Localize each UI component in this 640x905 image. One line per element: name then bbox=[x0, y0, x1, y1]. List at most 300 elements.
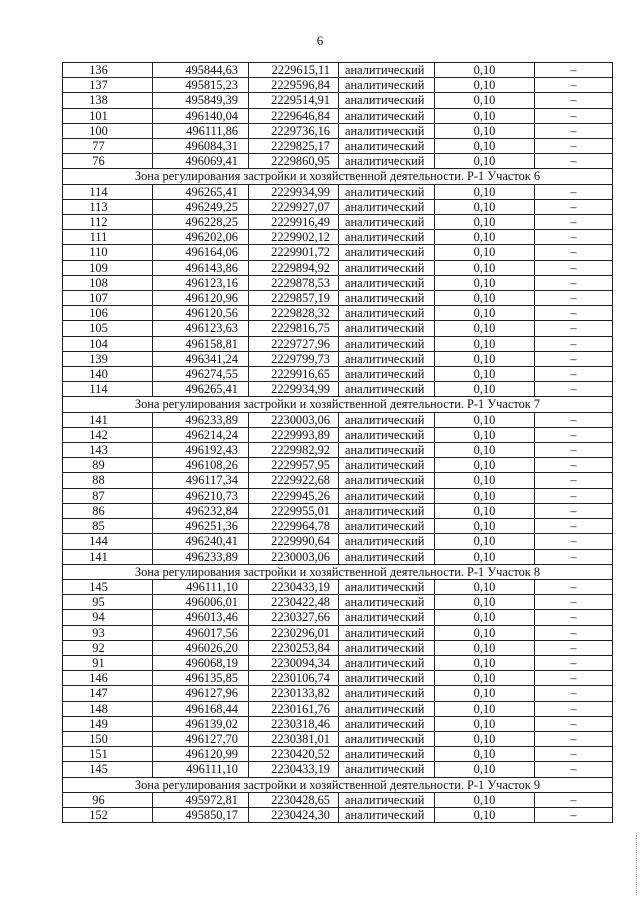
accuracy-cell: 0,10 bbox=[435, 199, 535, 214]
x-coordinate-cell: 496111,10 bbox=[153, 579, 249, 594]
scan-margin-mark bbox=[636, 835, 639, 895]
y-coordinate-cell: 2230433,19 bbox=[249, 762, 339, 777]
method-cell: аналитический bbox=[339, 154, 435, 169]
accuracy-cell: 0,10 bbox=[435, 123, 535, 138]
accuracy-cell: 0,10 bbox=[435, 230, 535, 245]
note-cell: – bbox=[535, 671, 613, 686]
table-row bbox=[63, 412, 613, 427]
point-number-cell: 147 bbox=[63, 686, 153, 701]
y-coordinate-cell: 2229957,95 bbox=[249, 458, 339, 473]
method-cell: аналитический bbox=[339, 245, 435, 260]
y-coordinate-cell: 2230253,84 bbox=[249, 640, 339, 655]
point-number-cell: 91 bbox=[63, 655, 153, 670]
y-coordinate-cell: 2229964,78 bbox=[249, 519, 339, 534]
table-row bbox=[63, 215, 613, 230]
accuracy-cell: 0,10 bbox=[435, 139, 535, 154]
y-coordinate-cell: 2229799,73 bbox=[249, 351, 339, 366]
point-number-cell: 141 bbox=[63, 549, 153, 564]
y-coordinate-cell: 2230422,48 bbox=[249, 595, 339, 610]
y-coordinate-cell: 2230094,34 bbox=[249, 655, 339, 670]
point-number-cell: 92 bbox=[63, 640, 153, 655]
accuracy-cell: 0,10 bbox=[435, 184, 535, 199]
y-coordinate-cell: 2229990,64 bbox=[249, 534, 339, 549]
point-number-cell: 136 bbox=[63, 63, 153, 78]
table-row bbox=[63, 139, 613, 154]
point-number-cell: 101 bbox=[63, 108, 153, 123]
x-coordinate-cell: 495815,23 bbox=[153, 78, 249, 93]
x-coordinate-cell: 496168,44 bbox=[153, 701, 249, 716]
note-cell: – bbox=[535, 534, 613, 549]
y-coordinate-cell: 2229894,92 bbox=[249, 260, 339, 275]
note-cell: – bbox=[535, 215, 613, 230]
note-cell: – bbox=[535, 519, 613, 534]
section-header-row bbox=[63, 564, 613, 579]
x-coordinate-cell: 496274,55 bbox=[153, 367, 249, 382]
method-cell: аналитический bbox=[339, 123, 435, 138]
method-cell: аналитический bbox=[339, 579, 435, 594]
y-coordinate-cell: 2229916,49 bbox=[249, 215, 339, 230]
point-number-cell: 85 bbox=[63, 519, 153, 534]
accuracy-cell: 0,10 bbox=[435, 215, 535, 230]
point-number-cell: 88 bbox=[63, 473, 153, 488]
accuracy-cell: 0,10 bbox=[435, 443, 535, 458]
method-cell: аналитический bbox=[339, 610, 435, 625]
table-row bbox=[63, 245, 613, 260]
note-cell: – bbox=[535, 108, 613, 123]
point-number-cell: 148 bbox=[63, 701, 153, 716]
section-title: Зона регулирования застройки и хозяйственной деятельности. Р-1 Участок 9 bbox=[63, 777, 613, 792]
table-row bbox=[63, 199, 613, 214]
y-coordinate-cell: 2229727,96 bbox=[249, 336, 339, 351]
y-coordinate-cell: 2229955,01 bbox=[249, 503, 339, 518]
x-coordinate-cell: 496084,31 bbox=[153, 139, 249, 154]
table-row bbox=[63, 367, 613, 382]
page-number: 6 bbox=[316, 33, 324, 48]
y-coordinate-cell: 2229825,17 bbox=[249, 139, 339, 154]
note-cell: – bbox=[535, 427, 613, 442]
y-coordinate-cell: 2230318,46 bbox=[249, 716, 339, 731]
section-header-row bbox=[63, 169, 613, 184]
note-cell: – bbox=[535, 625, 613, 640]
note-cell: – bbox=[535, 367, 613, 382]
y-coordinate-cell: 2230424,30 bbox=[249, 807, 339, 822]
table-row bbox=[63, 519, 613, 534]
method-cell: аналитический bbox=[339, 731, 435, 746]
method-cell: аналитический bbox=[339, 215, 435, 230]
point-number-cell: 149 bbox=[63, 716, 153, 731]
point-number-cell: 108 bbox=[63, 275, 153, 290]
y-coordinate-cell: 2229945,26 bbox=[249, 488, 339, 503]
point-number-cell: 105 bbox=[63, 321, 153, 336]
accuracy-cell: 0,10 bbox=[435, 579, 535, 594]
accuracy-cell: 0,10 bbox=[435, 792, 535, 807]
accuracy-cell: 0,10 bbox=[435, 747, 535, 762]
method-cell: аналитический bbox=[339, 184, 435, 199]
point-number-cell: 145 bbox=[63, 579, 153, 594]
point-number-cell: 114 bbox=[63, 382, 153, 397]
x-coordinate-cell: 496139,02 bbox=[153, 716, 249, 731]
note-cell: – bbox=[535, 595, 613, 610]
point-number-cell: 110 bbox=[63, 245, 153, 260]
accuracy-cell: 0,10 bbox=[435, 473, 535, 488]
note-cell: – bbox=[535, 78, 613, 93]
note-cell: – bbox=[535, 807, 613, 822]
note-cell: – bbox=[535, 245, 613, 260]
table-row bbox=[63, 579, 613, 594]
table-row bbox=[63, 473, 613, 488]
note-cell: – bbox=[535, 291, 613, 306]
y-coordinate-cell: 2229916,65 bbox=[249, 367, 339, 382]
accuracy-cell: 0,10 bbox=[435, 108, 535, 123]
x-coordinate-cell: 496202,06 bbox=[153, 230, 249, 245]
x-coordinate-cell: 496341,24 bbox=[153, 351, 249, 366]
note-cell: – bbox=[535, 139, 613, 154]
method-cell: аналитический bbox=[339, 382, 435, 397]
section-title: Зона регулирования застройки и хозяйственной деятельности. Р-1 Участок 8 bbox=[63, 564, 613, 579]
y-coordinate-cell: 2229816,75 bbox=[249, 321, 339, 336]
x-coordinate-cell: 496068,19 bbox=[153, 655, 249, 670]
method-cell: аналитический bbox=[339, 503, 435, 518]
table-row bbox=[63, 503, 613, 518]
accuracy-cell: 0,10 bbox=[435, 351, 535, 366]
accuracy-cell: 0,10 bbox=[435, 78, 535, 93]
y-coordinate-cell: 2229927,07 bbox=[249, 199, 339, 214]
table-row bbox=[63, 747, 613, 762]
table-row bbox=[63, 534, 613, 549]
table-row bbox=[63, 321, 613, 336]
x-coordinate-cell: 496265,41 bbox=[153, 382, 249, 397]
accuracy-cell: 0,10 bbox=[435, 549, 535, 564]
table-row bbox=[63, 488, 613, 503]
point-number-cell: 93 bbox=[63, 625, 153, 640]
accuracy-cell: 0,10 bbox=[435, 503, 535, 518]
method-cell: аналитический bbox=[339, 549, 435, 564]
method-cell: аналитический bbox=[339, 655, 435, 670]
x-coordinate-cell: 496123,63 bbox=[153, 321, 249, 336]
point-number-cell: 96 bbox=[63, 792, 153, 807]
table-row bbox=[63, 260, 613, 275]
y-coordinate-cell: 2230003,06 bbox=[249, 549, 339, 564]
point-number-cell: 150 bbox=[63, 731, 153, 746]
y-coordinate-cell: 2230133,82 bbox=[249, 686, 339, 701]
x-coordinate-cell: 496120,99 bbox=[153, 747, 249, 762]
table-row bbox=[63, 154, 613, 169]
point-number-cell: 94 bbox=[63, 610, 153, 625]
point-number-cell: 146 bbox=[63, 671, 153, 686]
note-cell: – bbox=[535, 610, 613, 625]
point-number-cell: 140 bbox=[63, 367, 153, 382]
method-cell: аналитический bbox=[339, 519, 435, 534]
x-coordinate-cell: 495972,81 bbox=[153, 792, 249, 807]
table-row bbox=[63, 655, 613, 670]
y-coordinate-cell: 2230433,19 bbox=[249, 579, 339, 594]
note-cell: – bbox=[535, 306, 613, 321]
note-cell: – bbox=[535, 275, 613, 290]
note-cell: – bbox=[535, 473, 613, 488]
method-cell: аналитический bbox=[339, 336, 435, 351]
x-coordinate-cell: 496240,41 bbox=[153, 534, 249, 549]
method-cell: аналитический bbox=[339, 260, 435, 275]
x-coordinate-cell: 496006,01 bbox=[153, 595, 249, 610]
method-cell: аналитический bbox=[339, 321, 435, 336]
table-row bbox=[63, 610, 613, 625]
x-coordinate-cell: 496017,56 bbox=[153, 625, 249, 640]
x-coordinate-cell: 496127,70 bbox=[153, 731, 249, 746]
point-number-cell: 76 bbox=[63, 154, 153, 169]
accuracy-cell: 0,10 bbox=[435, 412, 535, 427]
note-cell: – bbox=[535, 701, 613, 716]
accuracy-cell: 0,10 bbox=[435, 807, 535, 822]
y-coordinate-cell: 2229596,84 bbox=[249, 78, 339, 93]
table-row bbox=[63, 549, 613, 564]
table-row bbox=[63, 93, 613, 108]
y-coordinate-cell: 2230428,65 bbox=[249, 792, 339, 807]
accuracy-cell: 0,10 bbox=[435, 306, 535, 321]
y-coordinate-cell: 2229982,92 bbox=[249, 443, 339, 458]
table-row bbox=[63, 595, 613, 610]
accuracy-cell: 0,10 bbox=[435, 595, 535, 610]
point-number-cell: 138 bbox=[63, 93, 153, 108]
accuracy-cell: 0,10 bbox=[435, 63, 535, 78]
x-coordinate-cell: 496214,24 bbox=[153, 427, 249, 442]
note-cell: – bbox=[535, 716, 613, 731]
note-cell: – bbox=[535, 655, 613, 670]
method-cell: аналитический bbox=[339, 230, 435, 245]
table-row bbox=[63, 716, 613, 731]
accuracy-cell: 0,10 bbox=[435, 686, 535, 701]
method-cell: аналитический bbox=[339, 108, 435, 123]
y-coordinate-cell: 2229902,12 bbox=[249, 230, 339, 245]
point-number-cell: 95 bbox=[63, 595, 153, 610]
y-coordinate-cell: 2230296,01 bbox=[249, 625, 339, 640]
section-title: Зона регулирования застройки и хозяйственной деятельности. Р-1 Участок 7 bbox=[63, 397, 613, 412]
point-number-cell: 113 bbox=[63, 199, 153, 214]
x-coordinate-cell: 496117,34 bbox=[153, 473, 249, 488]
y-coordinate-cell: 2230161,76 bbox=[249, 701, 339, 716]
note-cell: – bbox=[535, 549, 613, 564]
x-coordinate-cell: 496228,25 bbox=[153, 215, 249, 230]
method-cell: аналитический bbox=[339, 458, 435, 473]
x-coordinate-cell: 496013,46 bbox=[153, 610, 249, 625]
method-cell: аналитический bbox=[339, 625, 435, 640]
table-row bbox=[63, 640, 613, 655]
note-cell: – bbox=[535, 351, 613, 366]
table-row bbox=[63, 382, 613, 397]
accuracy-cell: 0,10 bbox=[435, 640, 535, 655]
method-cell: аналитический bbox=[339, 351, 435, 366]
point-number-cell: 86 bbox=[63, 503, 153, 518]
x-coordinate-cell: 496210,73 bbox=[153, 488, 249, 503]
note-cell: – bbox=[535, 230, 613, 245]
x-coordinate-cell: 495849,39 bbox=[153, 93, 249, 108]
coordinates-table bbox=[62, 62, 613, 823]
point-number-cell: 87 bbox=[63, 488, 153, 503]
accuracy-cell: 0,10 bbox=[435, 701, 535, 716]
table-row bbox=[63, 184, 613, 199]
note-cell: – bbox=[535, 686, 613, 701]
accuracy-cell: 0,10 bbox=[435, 291, 535, 306]
method-cell: аналитический bbox=[339, 762, 435, 777]
accuracy-cell: 0,10 bbox=[435, 321, 535, 336]
accuracy-cell: 0,10 bbox=[435, 762, 535, 777]
y-coordinate-cell: 2229934,99 bbox=[249, 382, 339, 397]
table-row bbox=[63, 123, 613, 138]
note-cell: – bbox=[535, 382, 613, 397]
accuracy-cell: 0,10 bbox=[435, 625, 535, 640]
accuracy-cell: 0,10 bbox=[435, 655, 535, 670]
point-number-cell: 142 bbox=[63, 427, 153, 442]
accuracy-cell: 0,10 bbox=[435, 154, 535, 169]
note-cell: – bbox=[535, 443, 613, 458]
table-row bbox=[63, 108, 613, 123]
y-coordinate-cell: 2230381,01 bbox=[249, 731, 339, 746]
point-number-cell: 141 bbox=[63, 412, 153, 427]
accuracy-cell: 0,10 bbox=[435, 382, 535, 397]
accuracy-cell: 0,10 bbox=[435, 731, 535, 746]
point-number-cell: 111 bbox=[63, 230, 153, 245]
note-cell: – bbox=[535, 579, 613, 594]
method-cell: аналитический bbox=[339, 275, 435, 290]
table-row bbox=[63, 78, 613, 93]
note-cell: – bbox=[535, 123, 613, 138]
table-row bbox=[63, 351, 613, 366]
method-cell: аналитический bbox=[339, 291, 435, 306]
accuracy-cell: 0,10 bbox=[435, 488, 535, 503]
point-number-cell: 107 bbox=[63, 291, 153, 306]
method-cell: аналитический bbox=[339, 716, 435, 731]
accuracy-cell: 0,10 bbox=[435, 458, 535, 473]
note-cell: – bbox=[535, 321, 613, 336]
table-row bbox=[63, 625, 613, 640]
method-cell: аналитический bbox=[339, 701, 435, 716]
x-coordinate-cell: 496140,04 bbox=[153, 108, 249, 123]
x-coordinate-cell: 496192,43 bbox=[153, 443, 249, 458]
note-cell: – bbox=[535, 260, 613, 275]
accuracy-cell: 0,10 bbox=[435, 275, 535, 290]
x-coordinate-cell: 495844,63 bbox=[153, 63, 249, 78]
x-coordinate-cell: 496265,41 bbox=[153, 184, 249, 199]
table-row bbox=[63, 458, 613, 473]
note-cell: – bbox=[535, 747, 613, 762]
y-coordinate-cell: 2229878,53 bbox=[249, 275, 339, 290]
point-number-cell: 137 bbox=[63, 78, 153, 93]
section-header-row bbox=[63, 777, 613, 792]
y-coordinate-cell: 2229922,68 bbox=[249, 473, 339, 488]
point-number-cell: 109 bbox=[63, 260, 153, 275]
note-cell: – bbox=[535, 336, 613, 351]
section-title: Зона регулирования застройки и хозяйственной деятельности. Р-1 Участок 6 bbox=[63, 169, 613, 184]
x-coordinate-cell: 496026,20 bbox=[153, 640, 249, 655]
accuracy-cell: 0,10 bbox=[435, 245, 535, 260]
x-coordinate-cell: 496127,96 bbox=[153, 686, 249, 701]
table-row bbox=[63, 63, 613, 78]
method-cell: аналитический bbox=[339, 443, 435, 458]
accuracy-cell: 0,10 bbox=[435, 519, 535, 534]
method-cell: аналитический bbox=[339, 640, 435, 655]
point-number-cell: 151 bbox=[63, 747, 153, 762]
accuracy-cell: 0,10 bbox=[435, 671, 535, 686]
x-coordinate-cell: 496108,26 bbox=[153, 458, 249, 473]
point-number-cell: 143 bbox=[63, 443, 153, 458]
x-coordinate-cell: 496164,06 bbox=[153, 245, 249, 260]
method-cell: аналитический bbox=[339, 306, 435, 321]
x-coordinate-cell: 496233,89 bbox=[153, 549, 249, 564]
method-cell: аналитический bbox=[339, 534, 435, 549]
note-cell: – bbox=[535, 199, 613, 214]
accuracy-cell: 0,10 bbox=[435, 336, 535, 351]
method-cell: аналитический bbox=[339, 93, 435, 108]
x-coordinate-cell: 496251,36 bbox=[153, 519, 249, 534]
method-cell: аналитический bbox=[339, 671, 435, 686]
note-cell: – bbox=[535, 412, 613, 427]
x-coordinate-cell: 496120,96 bbox=[153, 291, 249, 306]
table-row bbox=[63, 336, 613, 351]
method-cell: аналитический bbox=[339, 807, 435, 822]
point-number-cell: 152 bbox=[63, 807, 153, 822]
table-row bbox=[63, 792, 613, 807]
y-coordinate-cell: 2229828,32 bbox=[249, 306, 339, 321]
y-coordinate-cell: 2229736,16 bbox=[249, 123, 339, 138]
accuracy-cell: 0,10 bbox=[435, 534, 535, 549]
accuracy-cell: 0,10 bbox=[435, 716, 535, 731]
note-cell: – bbox=[535, 63, 613, 78]
point-number-cell: 145 bbox=[63, 762, 153, 777]
section-header-row bbox=[63, 397, 613, 412]
y-coordinate-cell: 2229934,99 bbox=[249, 184, 339, 199]
method-cell: аналитический bbox=[339, 63, 435, 78]
method-cell: аналитический bbox=[339, 747, 435, 762]
note-cell: – bbox=[535, 640, 613, 655]
table-row bbox=[63, 762, 613, 777]
note-cell: – bbox=[535, 792, 613, 807]
y-coordinate-cell: 2230327,66 bbox=[249, 610, 339, 625]
x-coordinate-cell: 496069,41 bbox=[153, 154, 249, 169]
note-cell: – bbox=[535, 762, 613, 777]
note-cell: – bbox=[535, 488, 613, 503]
method-cell: аналитический bbox=[339, 488, 435, 503]
method-cell: аналитический bbox=[339, 367, 435, 382]
table-row bbox=[63, 230, 613, 245]
y-coordinate-cell: 2229514,91 bbox=[249, 93, 339, 108]
method-cell: аналитический bbox=[339, 595, 435, 610]
method-cell: аналитический bbox=[339, 427, 435, 442]
x-coordinate-cell: 496120,56 bbox=[153, 306, 249, 321]
y-coordinate-cell: 2229615,11 bbox=[249, 63, 339, 78]
table-row bbox=[63, 291, 613, 306]
accuracy-cell: 0,10 bbox=[435, 427, 535, 442]
y-coordinate-cell: 2229993,89 bbox=[249, 427, 339, 442]
note-cell: – bbox=[535, 731, 613, 746]
point-number-cell: 112 bbox=[63, 215, 153, 230]
note-cell: – bbox=[535, 154, 613, 169]
y-coordinate-cell: 2229646,84 bbox=[249, 108, 339, 123]
x-coordinate-cell: 496123,16 bbox=[153, 275, 249, 290]
x-coordinate-cell: 496158,81 bbox=[153, 336, 249, 351]
method-cell: аналитический bbox=[339, 139, 435, 154]
note-cell: – bbox=[535, 93, 613, 108]
accuracy-cell: 0,10 bbox=[435, 610, 535, 625]
table-row bbox=[63, 807, 613, 822]
point-number-cell: 104 bbox=[63, 336, 153, 351]
y-coordinate-cell: 2230106,74 bbox=[249, 671, 339, 686]
x-coordinate-cell: 496249,25 bbox=[153, 199, 249, 214]
method-cell: аналитический bbox=[339, 473, 435, 488]
table-row bbox=[63, 686, 613, 701]
x-coordinate-cell: 496143,86 bbox=[153, 260, 249, 275]
note-cell: – bbox=[535, 184, 613, 199]
point-number-cell: 139 bbox=[63, 351, 153, 366]
method-cell: аналитический bbox=[339, 792, 435, 807]
